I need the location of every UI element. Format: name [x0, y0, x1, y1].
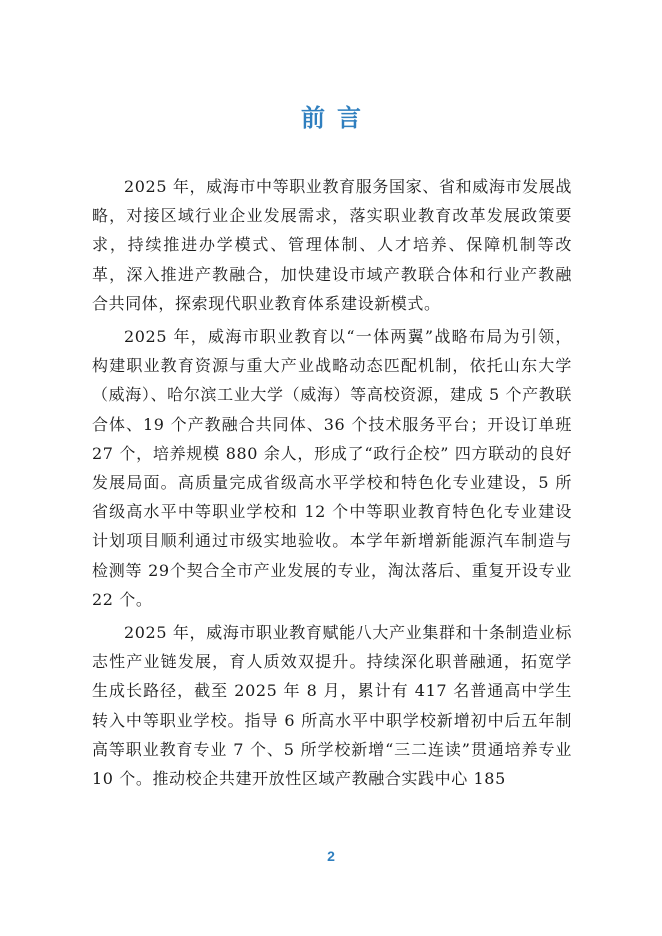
paragraph-3: 2025 年，威海市职业教育赋能八大产业集群和十条制造业标志性产业链发展，育人质效双提升。持续深化职普融通，拓宽学生成长路径，截至 2025 年 8 月，累计有 417 名普通高中学生转入中等职业学校。指导 6 所高水平中职学校新增初中后五年制高等职业教育专业 7 个、5 所学校新增“三二连读”贯通培养专业 10 个。推动校企共建开放性区域产教融合实践中心 185	[92, 623, 572, 789]
paragraph-2: 2025 年，威海市职业教育以“一体两翼”战略布局为引领，构建职业教育资源与重大产业战略动态匹配机制，依托山东大学（威海）、哈尔滨工业大学（威海）等高校资源，建成 5 个产教联合体、19 个产教融合共同体、36 个技术服务平台；开设订单班 27 个，培养规模 880 余人，形成了“政行企校” 四方联动的良好发展局面。高质量完成省级高水平学校和特色化专业建设，5 所省级高水平中等职业学校和 12 个中等职业教育特色化专业建设计划项目顺利通过市级实地验收。本学年新增新能源汽车制造与检测等 29个契合全市产业发展的专业，淘汰落后、重复开设专业 22 个。	[92, 327, 572, 609]
body-text	[92, 172, 572, 797]
paragraph-1: 2025 年，威海市中等职业教育服务国家、省和威海市发展战略，对接区域行业企业发展需求，落实职业教育改革发展政策要求，持续推进办学模式、管理体制、人才培养、保障机制等改革，深入推进产教融合，加快建设市域产教联合体和行业产教融合共同体，探索现代职业教育体系建设新模式。	[92, 177, 572, 313]
page-title: 前言	[301, 103, 373, 132]
page-number: 2	[327, 848, 335, 864]
